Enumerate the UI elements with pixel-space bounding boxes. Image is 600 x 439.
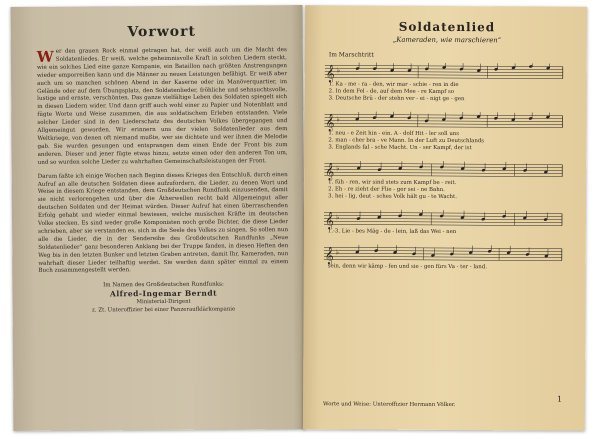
foreword-paragraph-1-text: er den grauen Rock einmal getragen hat, der weiß auch um die Macht des Soldatenliedes. Er weiß, welche geheimnisvolle Kraft in solchen Liedern steckt, wie ein solches Lied eine ganze Kompanie, ein Bataillon nach größten Anstrengungen wieder emporreißen kann und die Männer zu neuen Leistungen befähigt. Er weiß aber auch um so manchen schönen Abend in der Kaserne oder im Manöverquartier, im Gelände oder auf dem Übungsplatz, den Soldatenlieder, fröhliche und sehnsuchtsvolle, lustige und ernste, verschönten. Das ganze vielfältige Leben des Soldaten spiegelt sich in diesen Liedern wider. Und dann griff auch wohl einer zu Papier und Notenblatt und fügte Worte und Weise zusammen, die aus soldatischem Erleben entstanden. Viele solcher Lieder sind in den Liederschatz des deutschen Volkes übergegangen und Allgemeingut geworden. Wir erinnern uns der vielen Soldatenlieder aus dem Weltkriege, von denen oft niemand mußte, wer sie dichtete und wer ihnen die Melodie gab. Sie wurden gesungen und entsprangen dem einen Ende der Front bis zum anderen. Dieser und jener fügte etwas hinzu, setzte einen oder den anderen Ton um, und so wurden solche Lieder zu wahrhaften Gemeinschaftsleistungen der Front. xyxy=(36,47,288,166)
music-system xyxy=(324,209,568,241)
staff-line xyxy=(325,77,563,78)
signature-intro: Im Namen des Großdeutschen Rundfunks: xyxy=(103,281,224,289)
staff-line xyxy=(324,224,562,225)
treble-clef-icon: 𝄞 xyxy=(325,113,335,132)
lyric-line: 3. hei - lig, deut - sches Volk hält gu - te Wacht. xyxy=(328,193,457,201)
music-staff xyxy=(325,62,565,83)
lyric-line: 1. füh - ren, wir sind stets zum Kampf be - reit. xyxy=(328,179,457,187)
lyric-line: 1.-3. Lie - bes Mäg - de - lein, laß das Wei - nen xyxy=(327,228,457,236)
lyrics-block xyxy=(328,179,457,201)
staff-line xyxy=(324,256,562,257)
staff-line xyxy=(325,71,563,72)
signature-role-2: z. Zt. Unteroffizier bei einer Panzeraufklärkompanie xyxy=(92,306,236,314)
music-system xyxy=(324,244,568,276)
lyric-line: 2. Eh - re zieht der Flie - ger sei - ne Bahn. xyxy=(328,186,445,193)
foreword-paragraph-1 xyxy=(37,47,288,167)
foreword-paragraph-2: Darum faßte ich einige Wochen nach Beginn dieses Krieges den Entschluß, durch einen Aufruf an alle deutschen Soldaten diese aufzufordern, die Lieder, zu denen Wort und Weise in diesem Kriege entstanden, dem Großdeutschen Rundfunk einzusenden, damit sie nicht verlorengehen und über die Ätherwellen recht bald Allgemeingut aller deutschen Soldaten und der Heimat würden. Dieser Aufruf hat einen überraschenden Erfolg gehabt und wieder einmal bewiesen, welche musischen Kräfte im deutschen Volke stecken. Es sind weder große Komponisten noch große Dichter, die diese Lieder schrieben, aber sie verstanden es, sich in die Seele des Volkes zu singen. So sollen nun alle die Lieder, die in der Sendereihe des Großdeutschen Rundfunks „Neue Soldatenlieder“ ganz besonderen Anklang bei der Truppe fanden, in diesen Heften den Weg bis in den letzten Bunker und letzten Graben antreten, damit Ihr, Kameraden, nun wahrhaft dieser Lieder teilhaftig werdet. Sie werden dann später einmal zu einem Buch zusammengestellt werden. xyxy=(37,171,289,275)
lyric-line: 1. Ka - me - ra - den, wir mar - schie - ren in die xyxy=(328,81,459,89)
flat-icon: ♭ xyxy=(336,66,341,75)
lyric-line: 3. Englands fal - sche Macht. Un - ser Kampf, der ist xyxy=(328,144,472,152)
lyrics-block xyxy=(328,130,484,152)
treble-clef-icon: 𝄞 xyxy=(324,211,334,230)
treble-clef-icon: 𝄞 xyxy=(325,64,335,83)
staff-line xyxy=(324,172,562,173)
staff-line xyxy=(325,74,563,75)
staff-line xyxy=(324,247,562,248)
lyrics-block xyxy=(328,228,456,236)
page-number: 1 xyxy=(557,394,563,404)
staff-line xyxy=(324,175,562,176)
song-title: Soldatenlied xyxy=(398,19,496,35)
signature-role: Ministerial-Dirigent xyxy=(136,299,191,306)
tempo-marking: Im Marschtritt xyxy=(328,51,374,59)
music-system xyxy=(325,62,569,108)
foreword-title: Vorwort xyxy=(127,23,197,41)
signature-block xyxy=(38,280,288,315)
music-staff xyxy=(324,209,564,230)
right-page xyxy=(303,5,587,430)
staff-line xyxy=(324,259,562,260)
music-staff xyxy=(324,244,564,265)
lyrics-block xyxy=(328,263,487,271)
staff-line xyxy=(325,114,563,115)
flat-icon: ♭ xyxy=(335,248,340,257)
staff-line xyxy=(324,126,562,127)
lyrics-block xyxy=(329,81,465,103)
treble-clef-icon: 𝄞 xyxy=(325,162,335,181)
lyric-line: 3. Deutsche Brü - der stehn ver - ei - nigt ge - gen xyxy=(328,95,465,103)
flat-icon: ♭ xyxy=(336,164,340,173)
music-staff xyxy=(324,160,564,181)
booklet-spread xyxy=(8,6,592,433)
lyric-line: 2. man - cher bra - ve Mann. In der Luft zu Deutschlands xyxy=(328,137,485,145)
staff-line xyxy=(324,250,562,251)
dropcap-letter: W xyxy=(36,47,54,66)
signature-name: Alfred-Ingemar Berndt xyxy=(109,288,218,299)
song-subtitle: „Kameraden, wie marschieren“ xyxy=(392,35,502,45)
flat-icon: ♭ xyxy=(336,115,340,124)
left-page xyxy=(11,5,306,431)
music-system xyxy=(324,111,568,157)
flat-icon: ♭ xyxy=(335,213,340,222)
treble-clef-icon: 𝄞 xyxy=(324,246,334,265)
staff-line xyxy=(324,123,562,124)
song-credits: Worte und Weise: Unteroffizier Hermann Völker. xyxy=(323,401,456,409)
music-staff xyxy=(324,111,564,132)
lyric-line: sein, denn wir kämp - fen und sie - gen fürs Va - ter - land. xyxy=(327,263,487,271)
lyric-line: 1. neu - e Zeit hin - ein. A - dolf Hit - ler soll uns xyxy=(328,130,460,138)
staff-line xyxy=(324,221,562,222)
lyric-line: 2. In dem Fel - de, auf dem Mee - re Kampf so xyxy=(328,88,455,96)
music-systems xyxy=(324,62,569,276)
music-system xyxy=(324,160,568,206)
